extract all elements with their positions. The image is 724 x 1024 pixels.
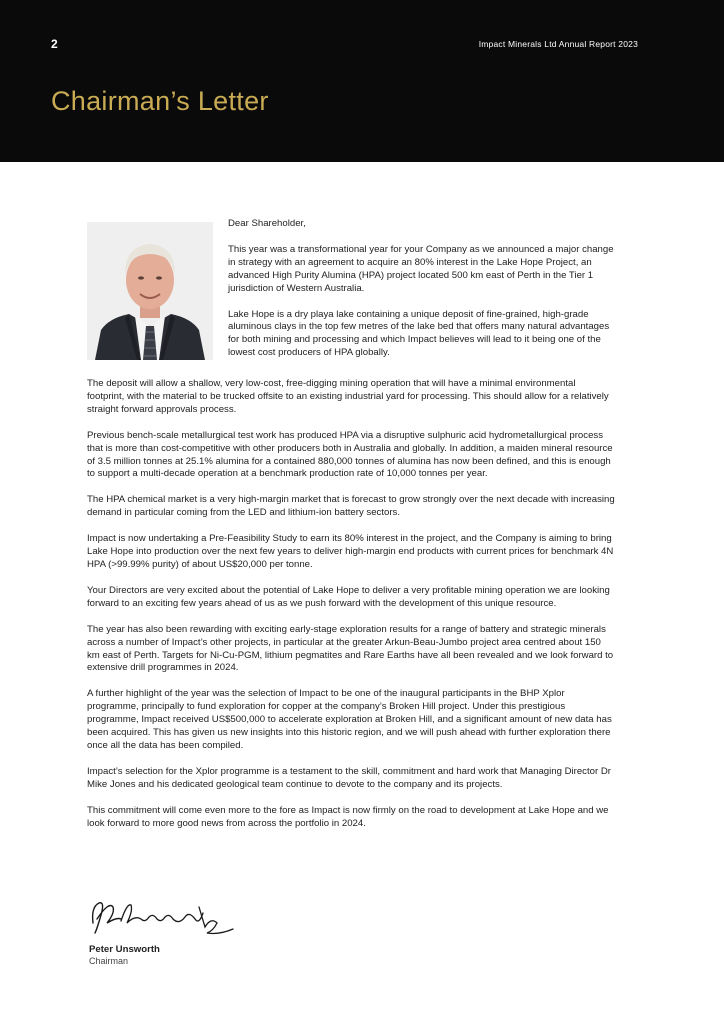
page-number: 2	[51, 37, 58, 51]
paragraph: The year has also been rewarding with exciting early-stage exploration results for a range of battery and strategic minerals across a number of Impact’s other projects, in particular at the greater Arkun-Beau-Jumbo project area centred about 150 km east of Perth. Targets for Ni-Cu-PGM, lithium pegmatites and Rare Earths have all been revealed and we look forward to extensive drill programmes in 2024.	[87, 623, 614, 674]
paragraph: Impact’s selection for the Xplor programme is a testament to the skill, commitment and hard work that Managing Director Dr Mike Jones and his dedicated geological team continue to devote to the company and its projects.	[87, 765, 611, 790]
report-title: Impact Minerals Ltd Annual Report 2023	[478, 39, 638, 49]
intro-text	[228, 218, 614, 373]
salutation: Dear Shareholder,	[228, 218, 306, 229]
chairman-portrait-image	[87, 222, 213, 360]
paragraph: Your Directors are very excited about the potential of Lake Hope to deliver a very profitable mining operation we are looking forward to an exciting few years ahead of us as we push forward with the development of this unique resource.	[87, 584, 610, 609]
page-title: Chairman’s Letter	[51, 86, 269, 116]
signer-role: Chairman	[89, 956, 129, 966]
letter-intro	[87, 218, 615, 378]
letter-body	[87, 218, 615, 843]
signer-name: Peter Unsworth	[89, 944, 160, 955]
paragraph: This commitment will come even more to the fore as Impact is now firmly on the road to development at Lake Hope and we look forward to more good news from across the portfolio in 2024.	[87, 804, 609, 829]
handwritten-signature	[87, 893, 237, 943]
paragraph: A further highlight of the year was the selection of Impact to be one of the inaugural participants in the BHP Xplor programme, principally to fund exploration for copper at the company’s Broken Hill project. Under this prestigious programme, Impact received US$500,000 to accelerate exploration at Broken Hill, and a significant amount of new data has been acquired. This has given us new insights into this historic region, and we will push ahead with further exploration there once all the data has been compiled.	[87, 688, 612, 751]
paragraph: The deposit will allow a shallow, very low-cost, free-digging mining operation that will have a minimal environmental footprint, with the material to be trucked offsite to an existing industrial yard for processing. This should allow for a relatively straight forward approvals process.	[87, 378, 609, 415]
paragraph: Impact is now undertaking a Pre-Feasibility Study to earn its 80% interest in the project, and the Company is aiming to bring Lake Hope into production over the next few years to deliver high-margin end products with current prices for benchmark 4N HPA (>99.99% purity) of about US$20,000 per tonne.	[87, 533, 614, 570]
paragraph: This year was a transformational year for your Company as we announced a major change in strategy with an agreement to acquire an 80% interest in the Lake Hope Project, an advanced High Purity Alumina (HPA) project located 500 km east of Perth in the Tier 1 jurisdiction of Western Australia.	[228, 243, 614, 294]
chairman-photo	[87, 222, 213, 360]
paragraph: The HPA chemical market is a very high-margin market that is forecast to grow strongly over the next decade with increasing demand in particular coming from the LED and lithium-ion battery sectors.	[87, 494, 615, 519]
paragraph: Previous bench-scale metallurgical test work has produced HPA via a disruptive sulphuric acid hydrometallurgical process that is more than cost-competitive with other producers both in Australia and globally. In addition, a maiden mineral resource of 3.5 million tonnes at 25.1% alumina for a contained 880,000 tonnes of alumina has now been defined, and this is enough to support a multi-decade operation at a benchmark production rate of 10,000 tonnes per year.	[87, 429, 613, 480]
header-band	[0, 0, 724, 162]
paragraph: Lake Hope is a dry playa lake containing a unique deposit of fine-grained, high-grade aluminous clays in the top few metres of the lake bed that offers many natural advantages for both mining and processing and which Impact believes will lead to it being one of the lowest cost producers of HPA globally.	[228, 308, 610, 359]
letter-paragraphs	[87, 378, 615, 830]
